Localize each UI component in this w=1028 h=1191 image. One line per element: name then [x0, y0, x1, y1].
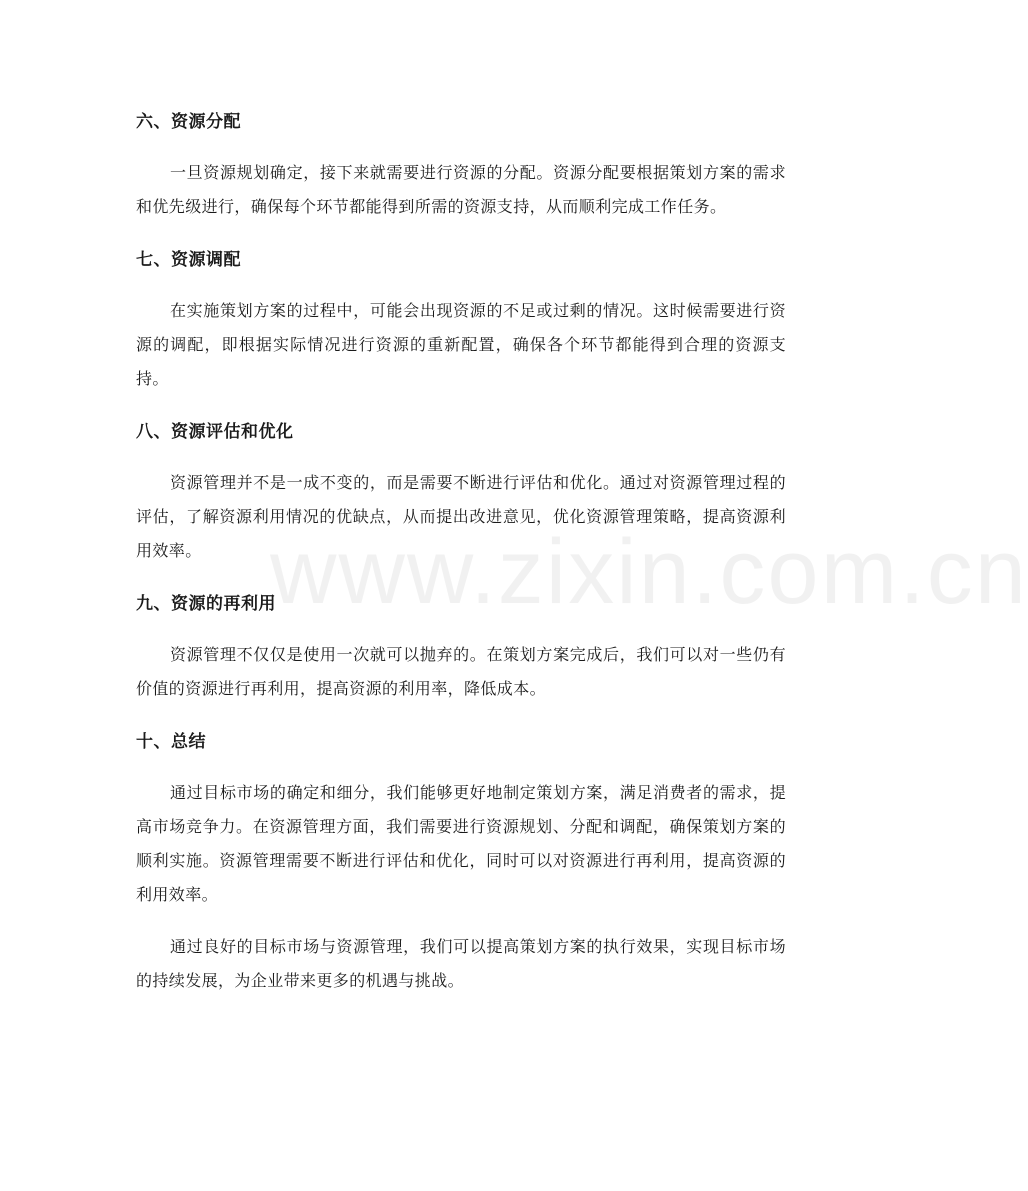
section-paragraph: 一旦资源规划确定，接下来就需要进行资源的分配。资源分配要根据策划方案的需求和优先级进行，确保每个环节都能得到所需的资源支持，从而顺利完成工作任务。 [136, 163, 786, 216]
section-paragraph: 通过良好的目标市场与资源管理，我们可以提高策划方案的执行效果，实现目标市场的持续发展，为企业带来更多的机遇与挑战。 [136, 937, 786, 990]
section-title: 九、资源的再利用 [136, 594, 276, 614]
section-title: 七、资源调配 [136, 250, 241, 270]
section-resource-adjustment [136, 242, 786, 396]
section-resource-allocation [136, 104, 786, 224]
section-title: 十、总结 [136, 732, 206, 752]
section-title: 六、资源分配 [136, 112, 241, 132]
section-paragraph: 通过目标市场的确定和细分，我们能够更好地制定策划方案，满足消费者的需求，提高市场竞争力。在资源管理方面，我们需要进行资源规划、分配和调配，确保策划方案的顺利实施。资源管理需要不断进行评估和优化，同时可以对资源进行再利用，提高资源的利用效率。 [136, 783, 786, 904]
section-summary [136, 724, 786, 998]
section-paragraph: 资源管理并不是一成不变的，而是需要不断进行评估和优化。通过对资源管理过程的评估，了解资源利用情况的优缺点，从而提出改进意见，优化资源管理策略，提高资源利用效率。 [136, 473, 786, 560]
watermark: www.zixin.com.cn [270, 521, 1028, 623]
document-body [136, 104, 786, 1016]
section-title: 八、资源评估和优化 [136, 422, 294, 442]
section-resource-evaluation [136, 414, 786, 568]
section-resource-reuse [136, 586, 786, 706]
section-paragraph: 在实施策划方案的过程中，可能会出现资源的不足或过剩的情况。这时候需要进行资源的调配，即根据实际情况进行资源的重新配置，确保各个环节都能得到合理的资源支持。 [136, 301, 786, 388]
section-paragraph: 资源管理不仅仅是使用一次就可以抛弃的。在策划方案完成后，我们可以对一些仍有价值的资源进行再利用，提高资源的利用率，降低成本。 [136, 645, 786, 698]
